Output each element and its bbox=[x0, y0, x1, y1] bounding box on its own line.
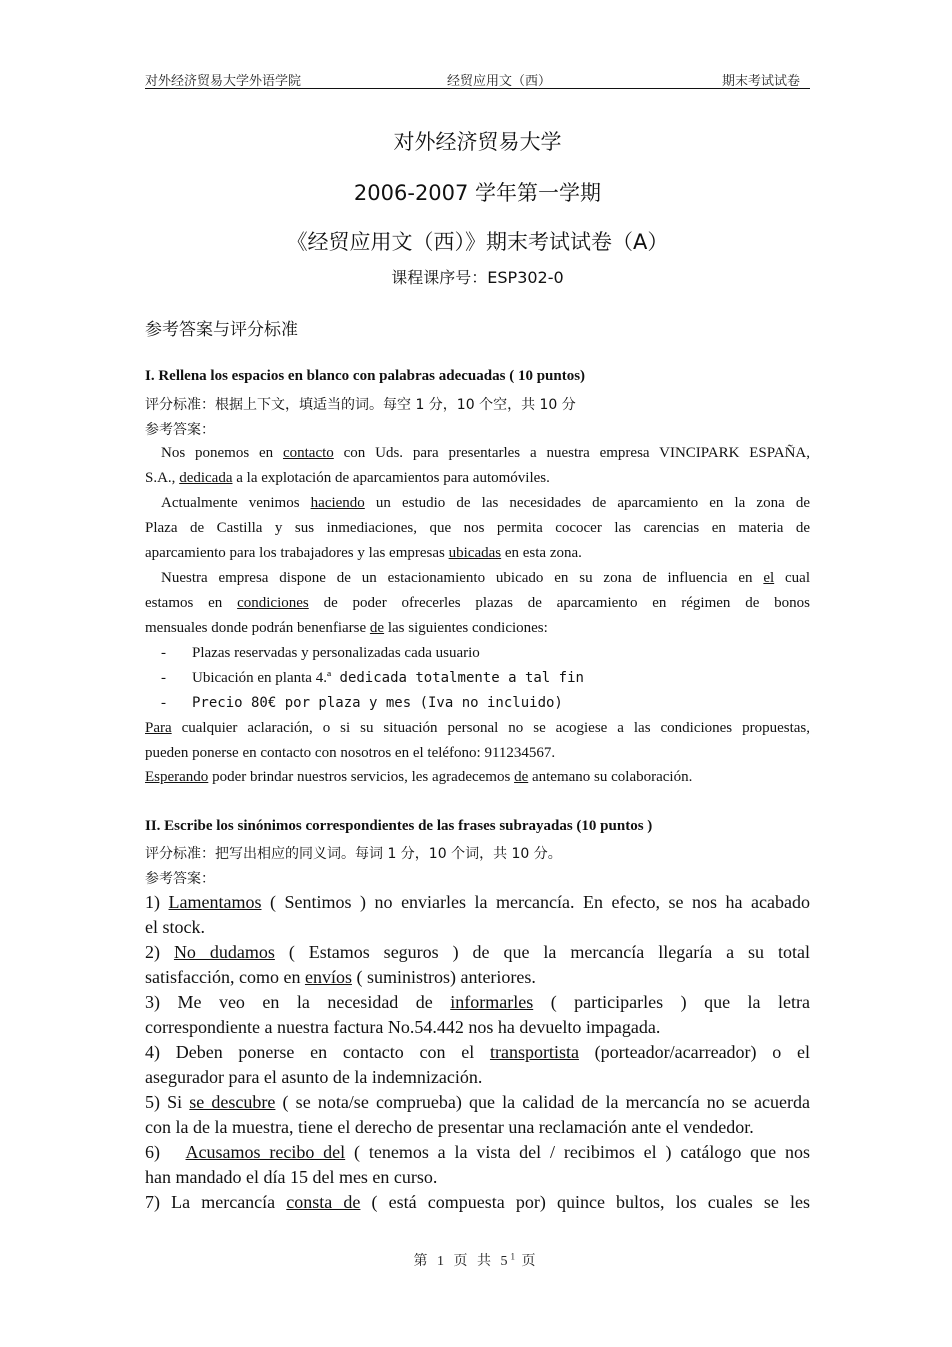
underlined-phrase: No dudamos bbox=[173, 942, 275, 962]
section2-criteria: 评分标准：把写出相应的同义词。每词 1 分，10 个词，共 10 分。 bbox=[145, 846, 562, 862]
answer-word: ubicadas bbox=[448, 545, 502, 561]
synonym-item: 6) Acusamos recibo del ( tenemos a la vista del / recibimos el ) catálogo que nos bbox=[145, 1142, 810, 1162]
synonym-item-cont: satisfacción, como en envíos ( suministros) anteriores. bbox=[145, 967, 536, 987]
section1-answers-label: 参考答案： bbox=[145, 422, 215, 438]
section1-text-line: Para cualquier aclaración, o si su situación personal no se acogiese a las condiciones propuestas, bbox=[145, 720, 810, 736]
term-title: 2006-2007 学年第一学期 bbox=[353, 181, 602, 205]
exam-title: 《经贸应用文（西）》期末考试试卷（A） bbox=[286, 230, 669, 254]
section2-heading: II. Escribe los sinónimos correspondientes de las frases subrayadas (10 puntos ) bbox=[145, 818, 653, 834]
synonym-item: 7) La mercancía consta de ( está compuesta por) quince bultos, los cuales se les bbox=[145, 1192, 811, 1212]
section1-criteria: 评分标准：根据上下文，填适当的词。每空 1 分，10 个空，共 10 分 bbox=[145, 397, 576, 413]
synonym-item: 4) Deben ponerse en contacto con el transportista (porteador/acarreador) o el bbox=[145, 1042, 810, 1062]
section1-text-line: aparcamiento para los trabajadores y las empresas ubicadas en esta zona. bbox=[145, 545, 582, 561]
answer-word: de bbox=[514, 769, 529, 785]
synonym-item-cont: correspondiente a nuestra factura No.54.442 nos ha devuelto impagada. bbox=[145, 1017, 661, 1037]
university-title: 对外经济贸易大学 bbox=[393, 130, 562, 154]
condition-bullet: - Precio 80€ por plaza y mes (Iva no incluido) bbox=[161, 695, 563, 711]
condition-bullet: - Plazas reservadas y personalizadas cada usuario bbox=[161, 645, 480, 661]
course-code: 课程课序号：ESP302-0 bbox=[391, 268, 564, 287]
answer-word: dedicada bbox=[179, 470, 233, 486]
answer-word: de bbox=[369, 620, 385, 636]
underlined-phrase: transportista bbox=[489, 1042, 579, 1062]
synonym-item: 1) Lamentamos ( Sentimos ) no enviarles la mercancía. En efecto, se nos ha acabado bbox=[145, 892, 810, 912]
header-course: 经贸应用文（西） bbox=[447, 73, 552, 88]
section1-text-line: S.A., dedicada a la explotación de aparcamientos para automóviles. bbox=[145, 470, 550, 486]
section2-answers-label: 参考答案： bbox=[145, 871, 215, 887]
underlined-phrase: consta de bbox=[286, 1192, 361, 1212]
synonym-item-cont: con la de la muestra, tiene el derecho de presentar una reclamación ante el vendedor. bbox=[145, 1117, 754, 1137]
synonym-item: 2) No dudamos ( Estamos seguros ) de que la mercancía llegaría a su total bbox=[145, 942, 810, 962]
underlined-phrase: Acusamos recibo del bbox=[185, 1142, 346, 1162]
section1-heading: I. Rellena los espacios en blanco con palabras adecuadas ( 10 puntos) bbox=[145, 368, 586, 384]
header-school: 对外经济贸易大学外语学院 bbox=[145, 73, 302, 88]
section1-text-line: Nos ponemos en contacto con Uds. para presentarles a nuestra empresa VINCIPARK ESPAÑA, bbox=[161, 445, 810, 461]
answer-word: condiciones bbox=[237, 595, 309, 611]
answer-word: Esperando bbox=[145, 769, 209, 785]
section1-text-line: mensuales donde podrán benenfiarse de las siguientes condiciones: bbox=[145, 620, 548, 636]
synonym-item-cont: el stock. bbox=[145, 917, 205, 937]
underlined-phrase: informarles bbox=[450, 992, 534, 1012]
underlined-phrase: se descubre bbox=[189, 1092, 276, 1112]
section1-text-line: Actualmente venimos haciendo un estudio de las necesidades de aparcamiento en la zona de bbox=[161, 495, 810, 511]
answer-word: haciendo bbox=[310, 495, 365, 511]
synonym-item-cont: han mandado el día 15 del mes en curso. bbox=[145, 1167, 438, 1187]
answer-word: Para bbox=[145, 720, 172, 736]
underlined-phrase: Lamentamos bbox=[168, 892, 262, 912]
section1-text-line: Nuestra empresa dispone de un estacionamiento ubicado en su zona de influencia en el cual bbox=[161, 570, 811, 586]
page-footer: 第 1 页 共 $5^1$ 页 bbox=[413, 1251, 539, 1269]
reference-heading: 参考答案与评分标准 bbox=[145, 320, 298, 340]
synonym-item: 3) Me veo en la necesidad de informarles ( participarles ) que la letra bbox=[145, 992, 810, 1012]
condition-bullet: - Ubicación en planta 4.ª dedicada totalmente a tal fin bbox=[161, 670, 584, 686]
section1-text-line: pueden ponerse en contacto con nosotros en el teléfono: 911234567. bbox=[145, 745, 556, 761]
page-header bbox=[145, 68, 810, 89]
section1-text-line: estamos en condiciones de poder ofrecerles plazas de aparcamiento en régimen de bonos bbox=[145, 595, 811, 611]
underlined-phrase: envíos bbox=[304, 967, 352, 987]
answer-word: contacto bbox=[282, 445, 334, 461]
header-exam-type: 期末考试试卷 bbox=[721, 73, 800, 88]
section1-text-line: Esperando poder brindar nuestros servicios, les agradecemos de antemano su colaboración. bbox=[145, 769, 693, 785]
synonym-item: 5) Si se descubre ( se nota/se comprueba) que la calidad de la mercancía no se acuerda bbox=[145, 1092, 810, 1112]
answer-word: el bbox=[763, 570, 775, 586]
synonym-item-cont: asegurador para el asunto de la indemnización. bbox=[145, 1067, 483, 1087]
section1-text-line: Plaza de Castilla y sus inmediaciones, que nos permita cococer las carencias en materia de bbox=[145, 520, 810, 536]
